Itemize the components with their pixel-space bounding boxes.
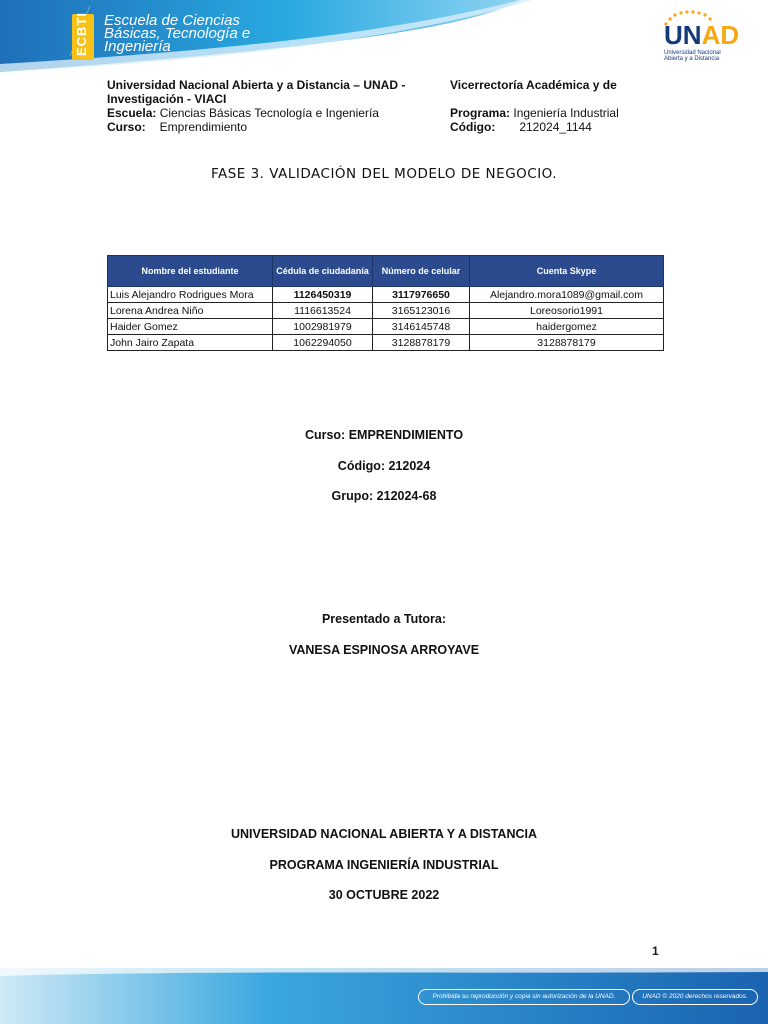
university-name: Universidad Nacional Abierta y a Distancia – UNAD - (107, 78, 406, 92)
cell-nombre: Lorena Andrea Niño (108, 303, 273, 319)
logo-word-main: UN (664, 20, 702, 50)
ecbti-badge (72, 14, 94, 60)
programa-label: Programa: (450, 106, 511, 120)
cell-nombre: Haider Gomez (108, 319, 273, 335)
cell-cedula: 1126450319 (273, 287, 373, 303)
logo-sub-line-1: Universidad Nacional (664, 50, 721, 56)
header-skype: Cuenta Skype (470, 256, 664, 287)
escuela-value: Ciencias Básicas Tecnología e Ingeniería (159, 106, 379, 120)
students-table (107, 255, 664, 351)
course-code: Código: 212024 (337, 459, 431, 473)
cell-celular: 3128878179 (373, 335, 470, 351)
table-row (108, 319, 664, 335)
curso-label: Curso: (107, 120, 146, 134)
header-banner (0, 0, 768, 72)
investigacion: Investigación - VIACI (107, 92, 227, 106)
course-group: Grupo: 212024-68 (331, 489, 437, 503)
cell-celular: 3146145748 (373, 319, 470, 335)
school-line-3: Ingeniería (104, 38, 171, 55)
table-row (108, 303, 664, 319)
cell-cedula: 1002981979 (273, 319, 373, 335)
cell-cedula: 1116613524 (273, 303, 373, 319)
programa-value: Ingeniería Industrial (513, 106, 619, 120)
table-row (108, 287, 664, 303)
header-celular: Número de celular (373, 256, 470, 287)
cell-skype: Alejandro.mora1089@gmail.com (470, 287, 664, 303)
closing-university: UNIVERSIDAD NACIONAL ABIERTA Y A DISTANCIA (230, 827, 538, 841)
document-title: FASE 3. VALIDACIÓN DEL MODELO DE NEGOCIO. (210, 166, 558, 182)
footer-rights: UNAD © 2020 derechos reservados. (632, 989, 758, 1005)
header-nombre: Nombre del estudiante (108, 256, 273, 287)
closing-program: PROGRAMA INGENIERÍA INDUSTRIAL (269, 858, 499, 872)
cell-skype: 3128878179 (470, 335, 664, 351)
logo-subtitle (664, 50, 721, 62)
cell-cedula: 1062294050 (273, 335, 373, 351)
footer-notice: Prohibida su reproducción y copia sin autorización de la UNAD. (418, 989, 630, 1005)
course-name: Curso: EMPRENDIMIENTO (304, 428, 464, 442)
curso-value: Emprendimiento (159, 120, 248, 134)
logo-wordmark (664, 20, 739, 51)
cell-celular: 3165123016 (373, 303, 470, 319)
cell-celular: 3117976650 (373, 287, 470, 303)
logo-word-accent: AD (701, 20, 740, 50)
school-title (104, 14, 250, 53)
codigo-value: 212024_1144 (519, 120, 592, 134)
school-line-1: Escuela de Ciencias (104, 12, 240, 29)
school-line-2: Básicas, Tecnología e (104, 25, 251, 42)
codigo-label: Código: (450, 120, 496, 134)
closing-date: 30 OCTUBRE 2022 (328, 888, 440, 902)
cell-nombre: Luis Alejandro Rodrigues Mora (108, 287, 273, 303)
cell-skype: Loreosorio1991 (470, 303, 664, 319)
footer-banner (0, 968, 768, 1024)
header-cedula: Cédula de ciudadanía (273, 256, 373, 287)
tutor-name: VANESA ESPINOSA ARROYAVE (288, 643, 480, 657)
table-header-row (108, 256, 664, 287)
table-row (108, 335, 664, 351)
presented-label: Presentado a Tutora: (321, 612, 447, 626)
escuela-label: Escuela: (107, 106, 157, 120)
unad-logo (660, 10, 742, 64)
page-number: 1 (652, 944, 659, 958)
ecbti-label: ECBTI (74, 12, 89, 56)
logo-sub-line-2: Abierta y a Distancia (664, 56, 720, 62)
cell-nombre: John Jairo Zapata (108, 335, 273, 351)
cell-skype: haidergomez (470, 319, 664, 335)
vicerrectoria: Vicerrectoría Académica y de (450, 78, 617, 92)
